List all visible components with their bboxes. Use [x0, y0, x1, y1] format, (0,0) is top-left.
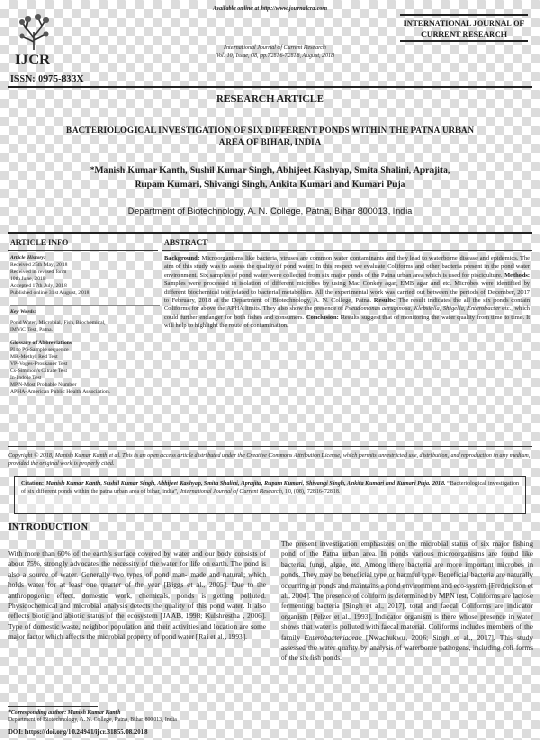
tree-logo-icon — [12, 10, 56, 68]
article-title: BACTERIOLOGICAL INVESTIGATION OF SIX DIFFERENT PONDS WITHIN THE PATNA URBAN AREA OF BIHAR, INDIA — [66, 125, 474, 147]
article-info-heading: ARTICLE INFO — [10, 238, 69, 247]
glossary-item: In-Indole Test — [10, 375, 42, 381]
introduction-column-2 — [281, 539, 533, 664]
conclusion-text: Results suggest that of monitoring the water quality from time to time. It will help to highlight the route of contamination. — [164, 313, 530, 330]
history-label: Article History: — [10, 255, 46, 261]
col2-text-end: [Nwachukwu, 2006; Singh et al., 2017]. This study assessed the water quality by analysis of waterborne pathogens, including coli forms of the six fish ponds. — [281, 632, 533, 663]
citation-authors: Manish Kumar Kanth, Sushil Kumar Singh, Abhijeet Kashyap, Smita Shalini, Aprajita, Rupam Kumari, Shivangi Singh, Ankita Kumari and Kumari Puja. 2018. — [45, 481, 446, 487]
glossary-item: PI to P6-Sample sequence — [10, 347, 69, 353]
title-rule — [8, 232, 532, 234]
received: Received 25th May, 2018 — [10, 262, 68, 268]
info-rule — [8, 250, 158, 251]
citation-box — [14, 476, 526, 514]
results-species: Pseudomonas aeruginosa, Klebsiella, Shigella, Enterobacter — [344, 305, 501, 313]
keywords-label: Key Words: — [10, 309, 37, 315]
corresponding-author: *Corresponding author: Manish Kumar Kanth — [8, 710, 121, 716]
received-revised: Received in revised form — [10, 269, 67, 275]
journal-volume: Vol. 10, Issue, 08, pp.72816-72818, August, 2018 — [215, 53, 335, 59]
article-type: RESEARCH ARTICLE — [216, 94, 324, 105]
corresponding-address: Department of Biotechnology, A. N. College, Patna, Bihar 800013, India — [8, 717, 177, 723]
journal-name: International Journal of Current Research — [224, 45, 326, 51]
methods-label: Methods: — [504, 271, 530, 279]
available-online: Available online at http://www.journalcra.com — [212, 6, 328, 12]
department: Department of Biotechnology, A. N. College, Patna, Bihar 800013, India — [127, 206, 413, 216]
doi-link[interactable]: DOI: https://doi.org/10.24941/ijcr.31855.08.2018 — [8, 729, 148, 736]
citation-volume: , 10, (08), 72816-72818. — [281, 488, 341, 495]
authors-line-1: *Manish Kumar Kanth, Sushil Kumar Singh, Abhijeet Kashyap, Smita Shalini, Aprajita, — [89, 166, 451, 176]
introduction-heading: INTRODUCTION — [8, 522, 89, 533]
revised-date: 10th June, 2018 — [10, 276, 46, 282]
introduction-column-1: With more than 60% of the earth's surface covered by water and our body consists of about 75%, strongly advocates the necessity of the water for life on earth. The pond is also a source of water. Generally two types of pond man- made and natural; which holds water for at least one quarter of the year [Biggs et al., 2005]. Due to the anthropogenic effect, domestic work, chemicals, ponds is getting polluted. Physicochemical and microbial analysis detects the quality of this pond water. It also reflects biotic and abiotic status of the ecosystem [JAAB, 1998; Kulshrestha , 2006]. Type of domestic waste, neighbor population and their activities and location are some major factor which affects the microbial property of pond water [Rai et al., 1993]. — [8, 549, 266, 642]
abstract-text — [164, 255, 530, 331]
col2-text: The present investigation emphasizes on the microbial status of six major fishing pond of the Patna urban area. In ponds various microorganisms are found like bacteria, fungi, algae, etc. Among there bacteria are more important microbes in ponds. They may be beneficial type or harmful type. Beneficial bacteria are naturally occurring in ponds and maintains a pond environment and eco-system [Fredrickson et al., 2004]. The presence of coliform is determined by MPN test, Coliforms are lactose fermenting bacteria [Singh et al., 2017], total and faecal Coliforms are indicator organism [Pelzer et al., 1993]. Indicator organism is there whose presence in water shows that water is polluted with faecal material. Coliforms includes members of the family — [281, 539, 533, 642]
glossary-label: Glossary of Abbreviations — [10, 340, 73, 346]
journal-logo — [12, 10, 56, 68]
accepted: Accepted 17th July, 2018 — [10, 283, 67, 289]
background-text: Microorganisms like bacteria, viruses are common water contaminants and they lead to waterborne disease and epidemics. The aim of this study was to assess the quality of pond water. In this respect we evaluate Coliforms and other bacteria present in the pond water environment. Six samples of pond water were collected from six major ponds of the Patna urban area which is used for pisciculture. — [164, 255, 530, 279]
footnote-rule — [8, 706, 98, 707]
results-text-end: etc., which could further endanger for both fishes and consumers. — [164, 305, 531, 321]
glossary-item: APHA-American Public Health Association. — [10, 389, 111, 395]
issn: ISSN: 0975-833X — [10, 74, 84, 85]
copyright: Copyright © 2018, Manish Kumar Kanth et al. This is an open access article distributed under the Creative Commons Attribution License, which permits unrestricted use, distribution, and reproduction in any medium, provided the original work is properly cited. — [8, 453, 531, 467]
glossary-item: MPN-Most Probable Number — [10, 382, 77, 388]
background-label: Background: — [164, 255, 200, 262]
citation-label: Citation: — [21, 481, 46, 487]
svg-text:IJCR: IJCR — [15, 52, 51, 68]
conclusion-label: Conclusion: — [306, 313, 339, 321]
article-info — [10, 255, 160, 396]
glossary-item: VP-Voges-Proskauer Test — [10, 361, 68, 367]
abstract-bottom-rule — [8, 446, 532, 447]
journal-header — [180, 44, 370, 60]
citation-journal: International Journal of Current Research — [179, 488, 282, 495]
correspondence — [8, 710, 266, 724]
header-rule — [8, 86, 532, 88]
col2-family: Enterobacteriaceae — [304, 632, 362, 642]
abstract-heading: ABSTRACT — [164, 238, 208, 247]
methods-text: Samples were processed in isolation of different microbes by using Mac Conkey agar, EMB agar and etc. Microbes were identified by different biochemical test related to bacterial metabolism. All the experimental work was carried out between the periods of December, 2017 to February, 2018 at the Department of Biotechnology, A. N. College, Patna. — [164, 280, 530, 305]
citation-text: “Bacteriological investigation of six different ponds within the patna urban area of bihar, india”, — [21, 481, 520, 495]
abstract-rule — [162, 250, 532, 251]
results-label: Results: — [373, 297, 396, 305]
published: Published online 31st August, 2018 — [10, 290, 90, 296]
keywords: Pond Water, Microbial, Fish, Biochemical, IMViC Test, Patna. — [10, 320, 106, 333]
glossary-item: Cs-Simmon's Citrate Test — [10, 368, 68, 374]
authors-line-2: Rupam Kumari, Shivangi Singh, Ankita Kumari and Kumari Puja — [134, 180, 406, 190]
results-text: The result indicates the all the six ponds contain Coliforms for above the APHA limits. They also show the presence of — [164, 297, 531, 313]
journal-title-box: INTERNATIONAL JOURNAL OF CURRENT RESEARCH — [400, 14, 528, 42]
author-list — [50, 164, 490, 192]
glossary-item: MR-Methyl Red Test — [10, 354, 58, 360]
